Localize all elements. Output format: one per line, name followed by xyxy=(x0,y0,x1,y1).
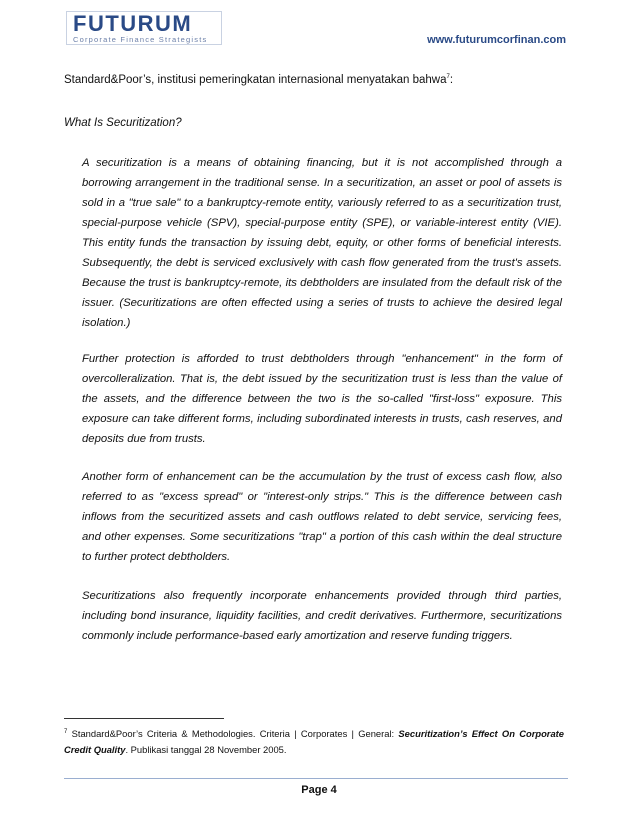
paragraph-2: Further protection is afforded to trust debtholders through "enhancement" in the form of overcolleralization. That is, the debt issued by the securitization trust is less than the value of the assets, and the difference between the two is the so-called "first-loss" exposure. This exposure can take different forms, including subordinated interests in trusts, cash reserves, and deposits due from trusts. xyxy=(82,353,562,445)
logo-tagline: Corporate Finance Strategists xyxy=(73,35,208,44)
page-number: Page 4 xyxy=(301,784,337,796)
intro-suffix: : xyxy=(449,74,454,86)
footnote xyxy=(64,724,564,758)
footer-divider xyxy=(64,778,568,779)
paragraph-3: Another form of enhancement can be the accumulation by the trust of excess cash flow, also referred to as "excess spread" or "interest-only strips." This is the difference between cash inflows from the securitized assets and cash outflows related to debt service, servicing fees, and other expenses. Some securitizations "trap" a portion of this cash within the deal structure to further protect debtholders. xyxy=(82,471,562,563)
website-url: www.futurumcorfinan.com xyxy=(427,34,566,46)
footnote-title: Securitization’s Effect On Corporate Credit Quality xyxy=(64,728,564,756)
footnote-number: 7 xyxy=(64,729,68,735)
footnote-reference: 7 xyxy=(446,74,450,81)
intro-text: Standard&Poor’s, institusi pemeringkatan internasional menyatakan bahwa xyxy=(64,74,447,86)
paragraph-4: Securitizations also frequently incorporate enhancements provided through third parties, including bond insurance, liquidity facilities, and credit derivatives. Furthermore, securitizations commonly include performance-based early amortization and reserve funding triggers. xyxy=(82,590,562,642)
intro-sentence xyxy=(64,74,453,86)
section-heading: What Is Securitization? xyxy=(64,117,182,129)
logo-wordmark: FUTURUM xyxy=(73,11,193,36)
footnote-divider xyxy=(64,718,224,719)
footnote-prefix: Standard&Poor’s Criteria & Methodologies. Criteria | Corporates | General: xyxy=(67,728,399,740)
paragraph-1: A securitization is a means of obtaining financing, but it is not accomplished through a borrowing arrangement in the traditional sense. In a securitization, an asset or pool of assets is sold in a "true sale" to a bankruptcy-remote entity, variously referred to as a securitization trust, special-purpose vehicle (SPV), special-purpose entity (SPE), or variable-interest entity (VIE). This entity funds the transaction by issuing debt, equity, or other forms of beneficial interests. Subsequently, the debt is serviced exclusively with cash flow generated from the trust's assets. Because the trust is bankruptcy-remote, its debtholders are insulated from the default risk of the issuer. (Securitizations are often effected using a series of trusts to achieve the desired legal isolation.) xyxy=(82,157,562,329)
futurum-logo xyxy=(66,11,222,45)
footnote-suffix: . Publikasi tanggal 28 November 2005. xyxy=(125,744,287,756)
